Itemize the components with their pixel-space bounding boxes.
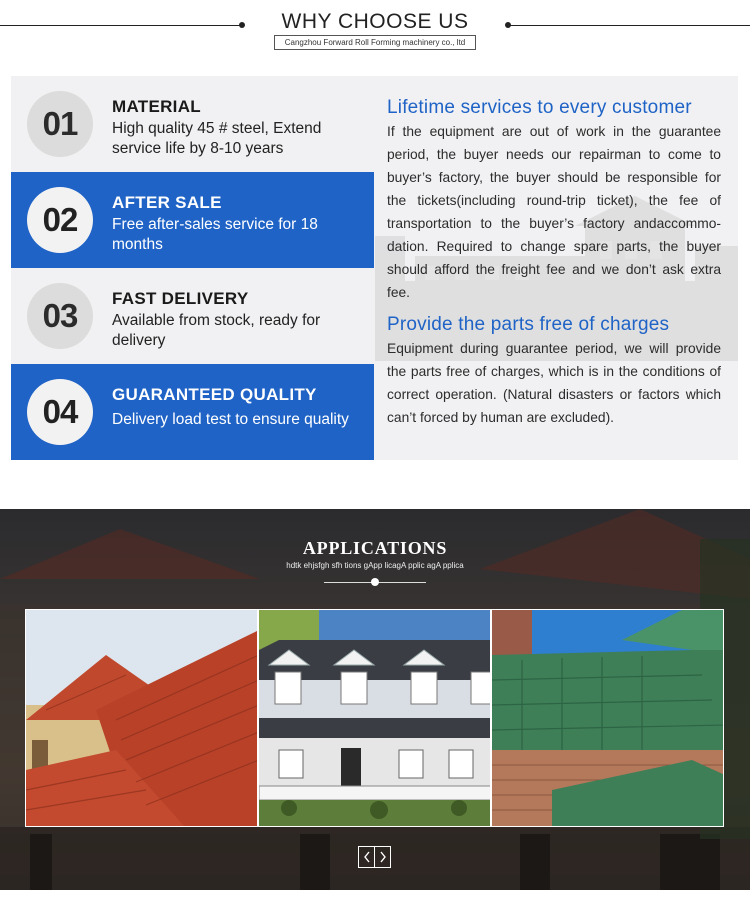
chevron-left-icon bbox=[363, 851, 371, 863]
applications-section bbox=[0, 509, 750, 890]
feature-description: Free after-sales service for 18 months bbox=[112, 216, 318, 253]
feature-number-badge: 03 bbox=[27, 283, 93, 349]
section-header bbox=[0, 0, 750, 60]
header-line-right bbox=[508, 25, 750, 26]
feature-description: Available from stock, ready for delivery bbox=[112, 312, 321, 349]
carousel-next-button[interactable] bbox=[374, 847, 390, 867]
service-heading: Provide the parts free of charges bbox=[387, 314, 670, 335]
feature-fast-delivery bbox=[11, 268, 374, 364]
why-choose-panel bbox=[11, 76, 738, 460]
green-tile-roof-photo[interactable] bbox=[491, 609, 724, 827]
carousel-indicator-knob[interactable] bbox=[371, 578, 379, 586]
carousel-arrows bbox=[358, 846, 391, 868]
company-name-badge: Cangzhou Forward Roll Forming machinery co., ltd bbox=[274, 35, 476, 50]
service-body: Equipment during guarantee period, we will provide the parts free of charges, which is in the conditions of correct operation. (Natural disasters or factors which can’t forced by human are excluded). bbox=[387, 341, 721, 425]
chevron-right-icon bbox=[379, 851, 387, 863]
feature-number-badge: 02 bbox=[27, 187, 93, 253]
feature-title: GUARANTEED QUALITY bbox=[112, 385, 317, 404]
service-block-lifetime bbox=[387, 97, 721, 304]
carousel-prev-button[interactable] bbox=[359, 847, 374, 867]
service-heading: Lifetime services to every customer bbox=[387, 97, 692, 118]
feature-number-badge: 04 bbox=[27, 379, 93, 445]
feature-description: High quality 45 # steel, Extend service life by 8-10 years bbox=[112, 120, 322, 157]
feature-guaranteed-quality bbox=[11, 364, 374, 460]
feature-title: AFTER SALE bbox=[112, 193, 222, 212]
house-with-dark-roof-photo[interactable] bbox=[258, 609, 491, 827]
red-tile-roof-photo[interactable] bbox=[25, 609, 258, 827]
applications-title: APPLICATIONS bbox=[302, 538, 448, 558]
section-title: WHY CHOOSE US bbox=[281, 10, 469, 33]
feature-title: MATERIAL bbox=[112, 97, 201, 116]
feature-number-badge: 01 bbox=[27, 91, 93, 157]
feature-title: FAST DELIVERY bbox=[112, 289, 249, 308]
service-block-parts bbox=[387, 314, 721, 429]
feature-description: Delivery load test to ensure quality bbox=[112, 411, 349, 428]
service-body: If the equipment are out of work in the guarantee period, the buyer needs our repairman to come to buyer’s factory, the buyer should be responsible for the tickets(including round-trip ticket), the fee of transportation to the buyer’s factory andaccommo-dation. Required to change spare parts, the buyer should afford the freight fee and we don’t ask extra fee. bbox=[387, 124, 721, 300]
applications-subtitle: hdtk ehjsfgh sfh tions gApp licagA pplic agA pplica bbox=[286, 561, 464, 570]
feature-material bbox=[11, 76, 374, 172]
feature-after-sale bbox=[11, 172, 374, 268]
